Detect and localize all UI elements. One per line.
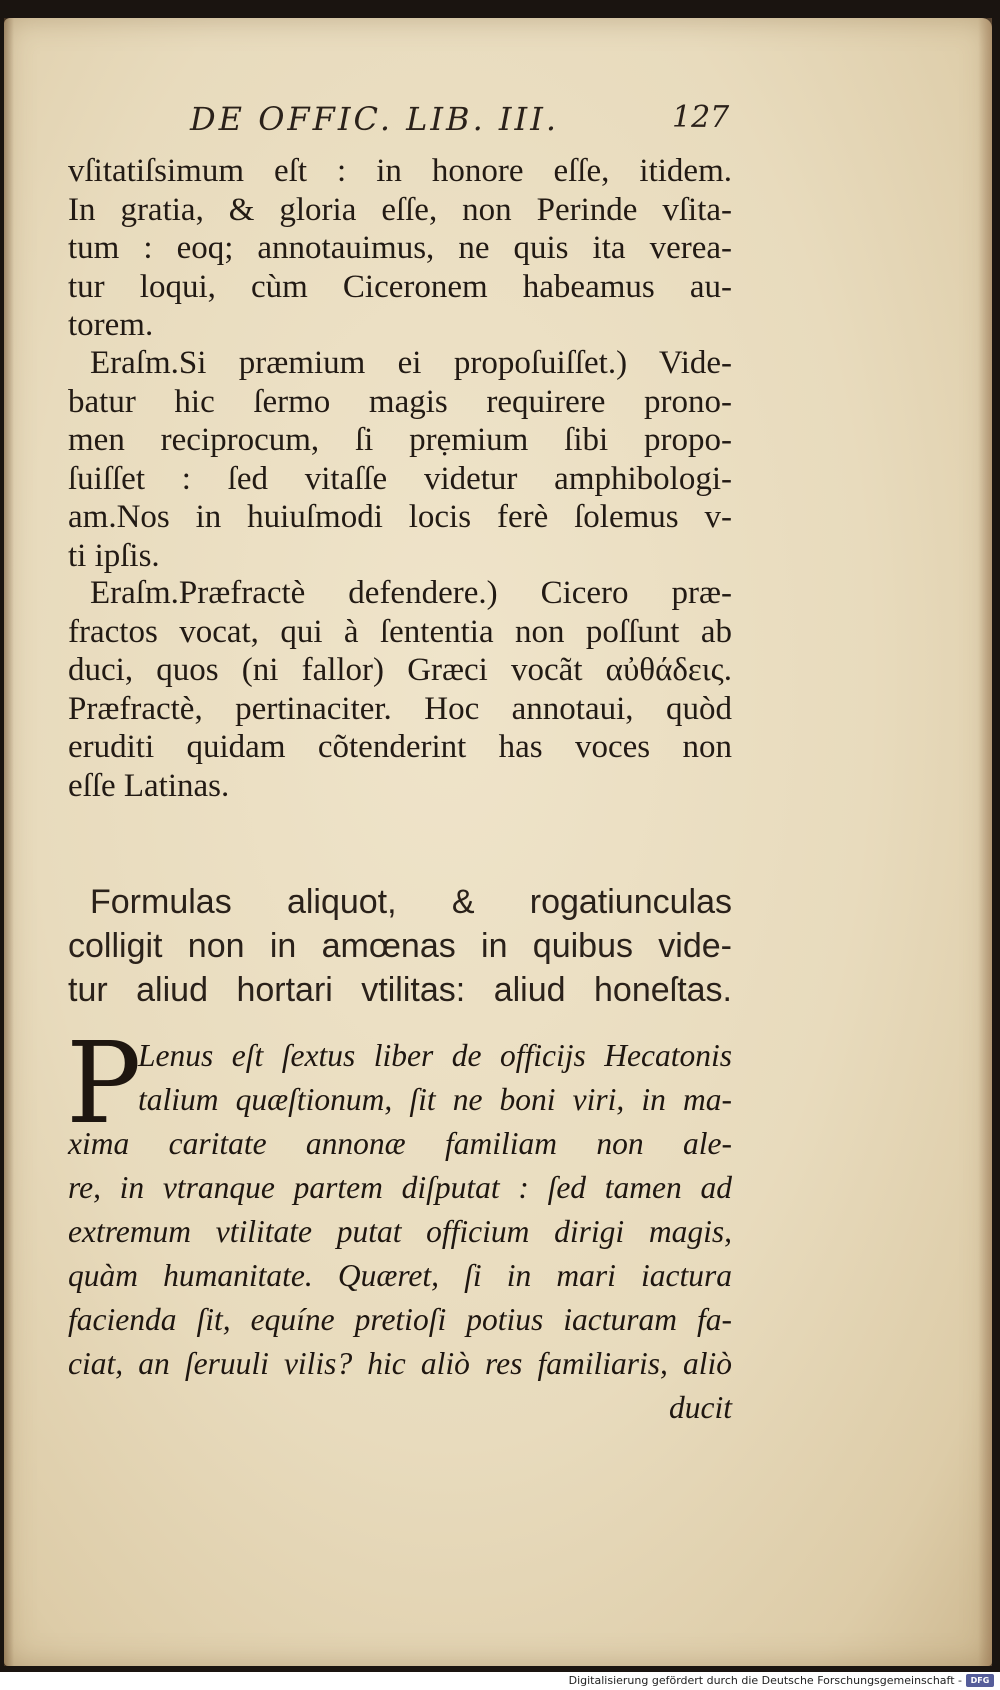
note-line: ti ipſis. [68, 537, 160, 574]
heading-line: tur aliud hortari vtilitas: aliud honeſtas. [68, 971, 732, 1009]
text-line: Lenus eſt ſextus liber de officijs Hecatonis [138, 1038, 732, 1073]
note-line: tum : eoq; annotauimus, ne quis ita verea- [68, 230, 732, 266]
running-title: DE OFFIC. LIB. III. [190, 100, 559, 138]
drop-capital: P [66, 1019, 142, 1149]
page-right-shadow [978, 18, 992, 1666]
text-line: re, in vtranque partem diſputat : ſed tamen ad [68, 1170, 732, 1205]
note-line: Præfractè, pertinaciter. Hoc annotaui, quòd [68, 690, 732, 727]
note-line: tur loqui, cùm Ciceronem habeamus au- [68, 268, 732, 305]
annotation-note-2 [68, 344, 732, 575]
note-line: batur hic ſermo magis requirere prono- [68, 383, 732, 420]
note-line: eſſe Latinas. [68, 767, 230, 804]
page-number: 127 [672, 100, 730, 135]
note-line: Eraſm.Præfractè defendere.) Cicero præ- [90, 575, 732, 611]
page-left-shadow [4, 18, 14, 1666]
note-line: men reciprocum, ſi prẹmium ſibi propo- [68, 422, 732, 458]
heading-line: colligit non in amœnas in quibus vide- [68, 927, 732, 965]
footer-bar [0, 1672, 1000, 1690]
catchword: ducit [669, 1390, 732, 1425]
heading-line: Formulas aliquot, & rogatiunculas [90, 883, 732, 921]
note-line: ſuiſſet : ſed vitaſſe videtur amphibologi- [68, 460, 732, 497]
note-line: duci, quos (ni fallor) Græci vocãt αὐθάδεις. [68, 652, 732, 688]
text-line: talium quæſtionum, ſit ne boni viri, in ma- [138, 1082, 732, 1117]
digitization-credit: Digitalisierung gefördert durch die Deutsche Forschungsgemeinschaft - [568, 1674, 962, 1687]
dfg-logo: DFG [966, 1674, 994, 1687]
note-line: eruditi quidam cõtenderint has voces non [68, 729, 732, 765]
text-line: extremum vtilitate putat officium dirigi magis, [68, 1214, 732, 1249]
section-heading [68, 880, 732, 1012]
text-line: quàm humanitate. Quæret, ſi in mari iactura [68, 1258, 732, 1293]
main-text [66, 1019, 732, 1430]
text-line: facienda ſit, equíne pretioſi potius iacturam fa- [68, 1302, 732, 1337]
note-line: vſitatiſsimum eſt : in honore eſſe, itidem. [68, 153, 732, 189]
annotation-note-3 [68, 574, 732, 805]
note-line: In gratia, & gloria eſſe, non Perinde vſita- [68, 191, 732, 228]
text-line: xima caritate annonæ familiam non ale- [68, 1126, 732, 1161]
note-line: fractos vocat, qui à ſententia non poſſunt ab [68, 613, 732, 650]
annotation-note-1 [68, 152, 732, 345]
note-line: am.Nos in huiuſmodi locis ferè ſolemus v- [68, 499, 732, 535]
note-line: torem. [68, 307, 154, 343]
text-line: ciat, an ſeruuli vilis? hic aliò res familiaris, aliò [68, 1346, 732, 1381]
note-line: Eraſm.Si præmium ei propoſuiſſet.) Vide- [90, 345, 732, 381]
